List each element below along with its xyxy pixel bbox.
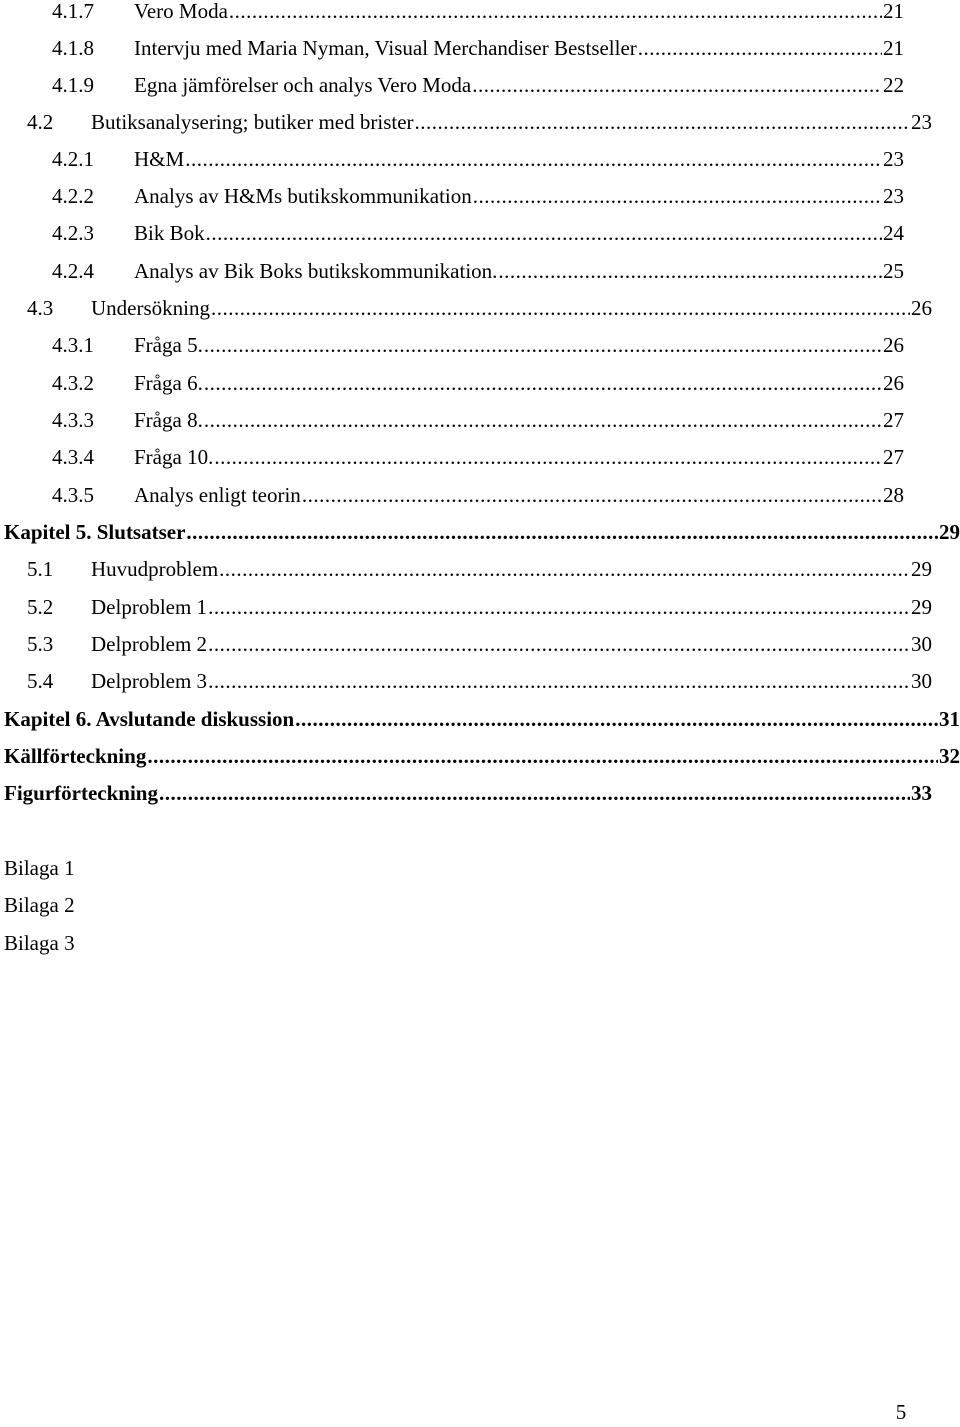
toc-entry-title: Butiksanalysering; butiker med brister	[91, 110, 414, 134]
toc-entry	[0, 368, 904, 398]
toc-entry-number: 5.1	[27, 557, 54, 581]
toc-leader	[214, 442, 882, 472]
toc-entry-title: Fråga 8.	[134, 408, 203, 432]
toc-leader	[638, 33, 882, 63]
toc-entry-number: 4.1.9	[52, 73, 94, 97]
toc-leader	[498, 256, 882, 286]
toc-entry	[0, 107, 932, 137]
toc-entry-number: 4.3.2	[52, 371, 94, 395]
appendix-item: Bilaga 2	[4, 893, 75, 917]
toc-entry-number: 4.3	[27, 296, 54, 320]
toc-entry-title: Undersökning	[91, 296, 210, 320]
toc-entry-title: Fråga 10.	[134, 445, 214, 469]
toc-entry-number: 4.2.2	[52, 184, 94, 208]
toc-entry	[0, 293, 932, 323]
toc-entry-number: 4.3.3	[52, 408, 94, 432]
toc-entry-number: 4.1.8	[52, 36, 94, 60]
toc-entry-title: Analys enligt teorin	[134, 483, 301, 507]
toc-entry-page: 21	[883, 36, 904, 60]
toc-entry-title: Bik Bok	[134, 221, 205, 245]
toc-leader	[208, 629, 910, 659]
toc-entry	[0, 218, 904, 248]
toc-entry	[0, 33, 904, 63]
toc-entry-page: 30	[911, 669, 932, 693]
toc-entry-title: Vero Moda	[134, 0, 228, 23]
toc-entry-title: Figurförteckning	[4, 781, 158, 805]
toc-entry-page: 30	[911, 632, 932, 656]
toc-entry	[0, 144, 904, 174]
toc-leader	[204, 330, 882, 360]
toc-entry-title: Delproblem 1	[91, 595, 208, 619]
toc-entry	[0, 442, 904, 472]
toc-entry-page: 31	[939, 707, 960, 731]
toc-leader	[206, 218, 882, 248]
toc-entry-page: 21	[883, 0, 904, 23]
toc-entry	[0, 554, 932, 584]
toc-entry-number: 4.3.4	[52, 445, 94, 469]
toc-entry-page: 28	[883, 483, 904, 507]
toc-entry-page: 22	[883, 73, 904, 97]
toc-leader	[295, 704, 938, 734]
toc-entry	[0, 666, 932, 696]
toc-leader	[219, 554, 910, 584]
toc-chapter-entry	[0, 741, 960, 771]
toc-entry	[0, 592, 932, 622]
toc-entry-page: 23	[911, 110, 932, 134]
toc-entry	[0, 480, 904, 510]
toc-leader	[159, 778, 910, 808]
toc-entry-title: Egna jämförelser och analys Vero Moda	[134, 73, 472, 97]
toc-entry-page: 33	[911, 781, 932, 805]
toc-leader	[204, 368, 882, 398]
toc-entry-title: Huvudproblem	[91, 557, 219, 581]
toc-chapter-entry	[0, 704, 960, 734]
toc-entry-number: 5.3	[27, 632, 54, 656]
appendix-item: Bilaga 1	[4, 856, 75, 880]
toc-leader	[302, 480, 882, 510]
toc-chapter-entry	[0, 517, 960, 547]
toc-entry-page: 26	[883, 371, 904, 395]
toc-entry-page: 23	[883, 184, 904, 208]
toc-entry	[0, 330, 904, 360]
toc-entry-page: 25	[883, 259, 904, 283]
toc-entry-page: 29	[911, 557, 932, 581]
toc-leader	[208, 666, 910, 696]
toc-entry-page: 32	[939, 744, 960, 768]
toc-entry	[0, 181, 904, 211]
toc-entry	[0, 405, 904, 435]
toc-entry-page: 26	[911, 296, 932, 320]
toc-entry-number: 4.2.4	[52, 259, 94, 283]
toc-entry-number: 5.2	[27, 595, 54, 619]
toc-entry	[0, 70, 904, 100]
toc-leader	[147, 741, 938, 771]
toc-entry-title: Analys av Bik Boks butikskommunikation.	[134, 259, 498, 283]
toc-leader	[229, 0, 882, 26]
toc-leader	[186, 517, 938, 547]
toc-entry-title: Analys av H&Ms butikskommunikation	[134, 184, 472, 208]
toc-entry-page: 27	[883, 445, 904, 469]
toc-entry	[0, 256, 904, 286]
toc-entry-title: Intervju med Maria Nyman, Visual Merchandiser Bestseller	[134, 36, 637, 60]
toc-entry-title: Delproblem 2	[91, 632, 208, 656]
toc-entry-number: 4.2	[27, 110, 54, 134]
toc-entry-number: 4.2.3	[52, 221, 94, 245]
toc-entry-page: 29	[911, 595, 932, 619]
toc-leader	[415, 107, 910, 137]
toc-leader	[185, 144, 882, 174]
toc-entry-page: 27	[883, 408, 904, 432]
toc-leader	[208, 592, 910, 622]
toc-entry	[0, 629, 932, 659]
appendix-item: Bilaga 3	[4, 931, 75, 955]
toc-entry-page: 23	[883, 147, 904, 171]
toc-entry-title: Kapitel 5. Slutsatser	[4, 520, 186, 544]
toc-entry-number: 4.1.7	[52, 0, 94, 23]
toc-entry-page: 26	[883, 333, 904, 357]
toc-entry-title: Källförteckning	[4, 744, 147, 768]
toc-entry-number: 5.4	[27, 669, 54, 693]
toc-entry-title: Kapitel 6. Avslutande diskussion	[4, 707, 295, 731]
toc-leader	[211, 293, 910, 323]
toc-entry-number: 4.3.5	[52, 483, 94, 507]
toc-entry-title: H&M	[134, 147, 185, 171]
toc-entry	[0, 0, 904, 26]
toc-entry-title: Delproblem 3	[91, 669, 208, 693]
toc-entry-page: 24	[883, 221, 904, 245]
toc-leader	[472, 70, 882, 100]
page-number: 5	[895, 1400, 907, 1424]
toc-leader	[204, 405, 882, 435]
toc-entry-page: 29	[939, 520, 960, 544]
toc-chapter-entry	[0, 778, 932, 808]
toc-leader	[473, 181, 882, 211]
toc-entry-title: Fråga 6.	[134, 371, 203, 395]
toc-entry-number: 4.2.1	[52, 147, 94, 171]
toc-entry-title: Fråga 5.	[134, 333, 203, 357]
toc-entry-number: 4.3.1	[52, 333, 94, 357]
